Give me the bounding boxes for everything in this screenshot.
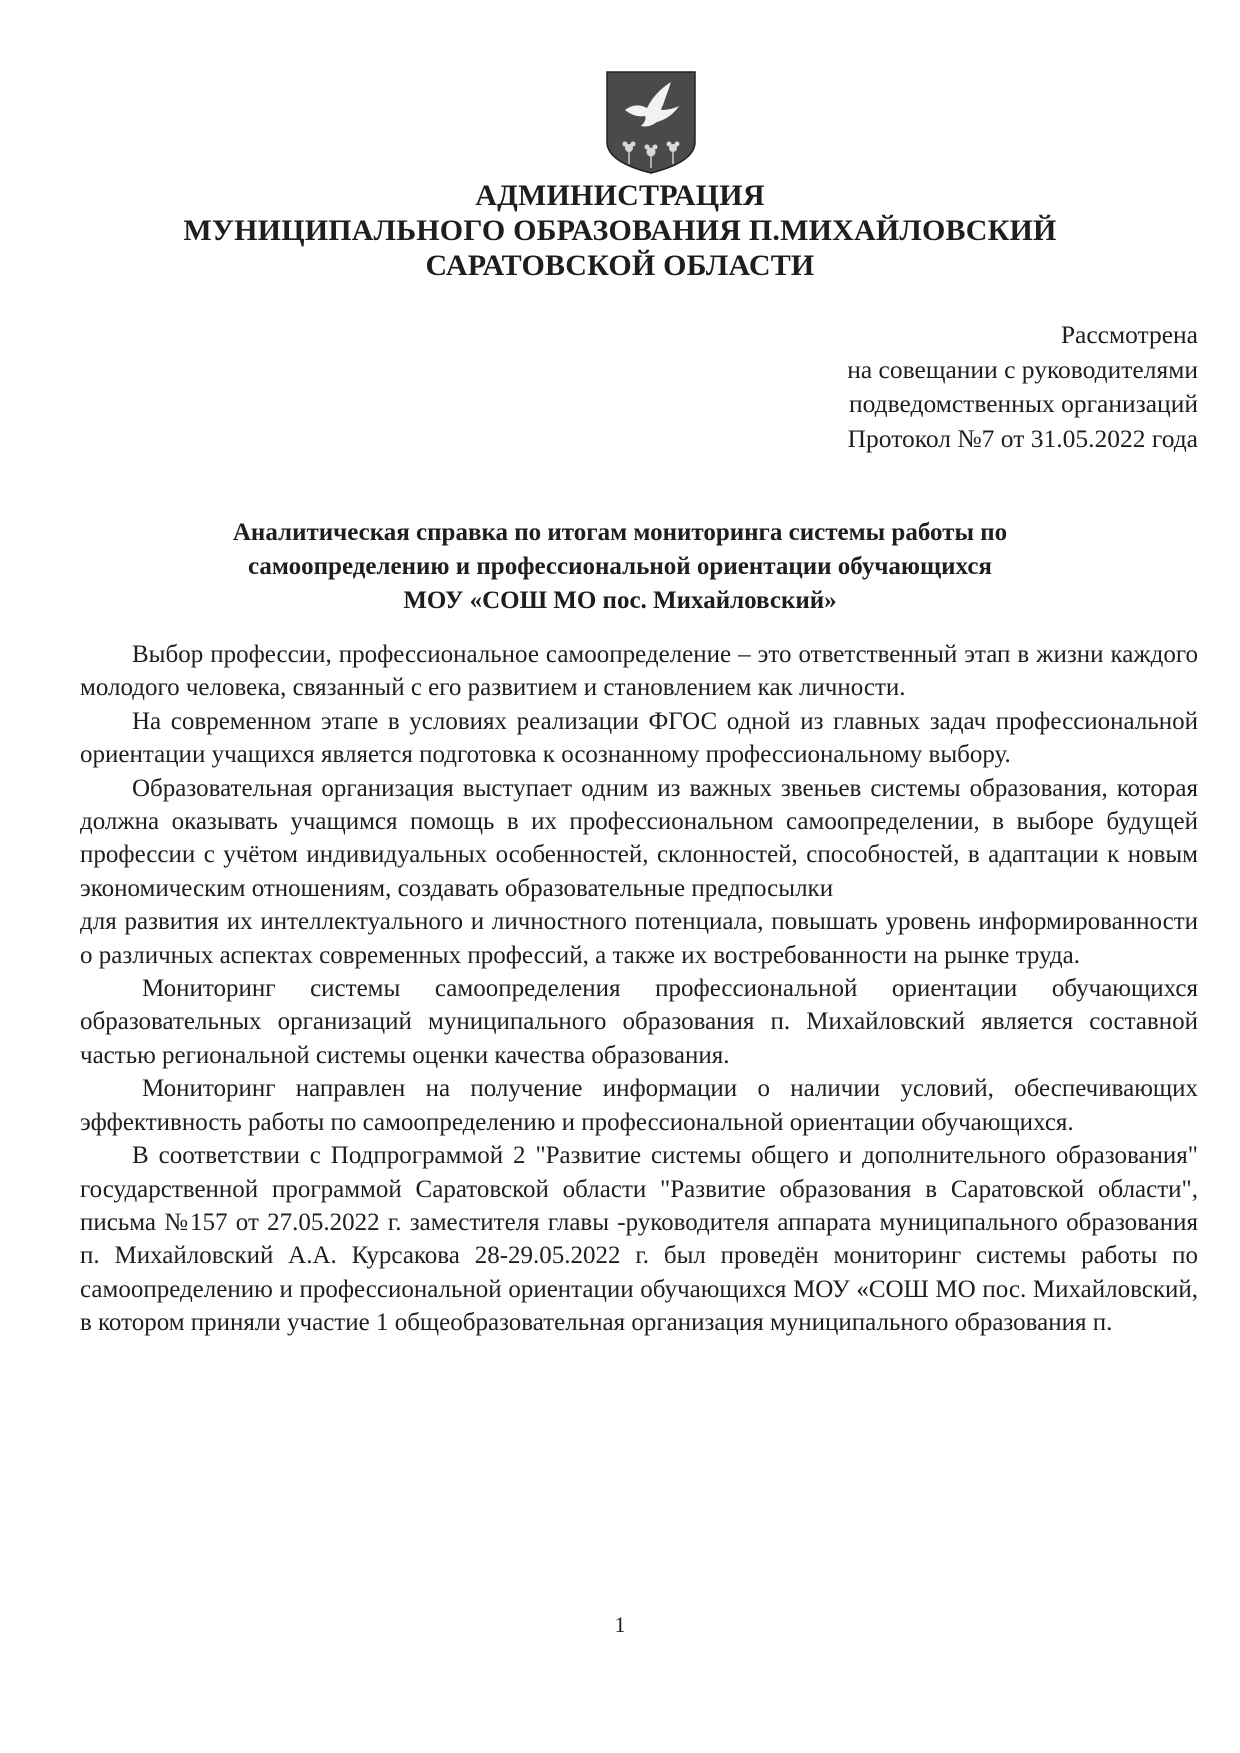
approval-line-4: Протокол №7 от 31.05.2022 года — [847, 423, 1198, 453]
paragraph: Мониторинг системы самоопределения профессиональной ориентации обучающихся образовательных организаций муниципального образования п. Михайловский является составной частью региональной системы оценки качества образования. — [80, 975, 1198, 1069]
document-body — [80, 638, 1198, 1340]
paragraph: Выбор профессии, профессиональное самоопределение – это ответственный этап в жизни каждого молодого человека, связанный с его развитием и становлением как личности. — [80, 641, 1198, 702]
paragraph: В соответствии с Подпрограммой 2 "Развитие системы общего и дополнительного образования" государственной программой Саратовской области "Развитие образования в Саратовской области", письма №157 от 27.05.2022 г. заместителя главы -руководителя аппарата муниципального образования п. Михайловский А.А. Курсакова 28-29.05.2022 г. был проведён мониторинг системы работы по самоопределению и профессиональной ориентации обучающихся МОУ «СОШ МО пос. Михайловский, в котором приняли участие 1 общеобразовательная организация муниципального образования п. — [80, 1142, 1198, 1337]
header-line-3: САРАТОВСКОЙ ОБЛАСТИ — [425, 249, 815, 282]
paragraph: Образовательная организация выступает одним из важных звеньев системы образования, которая должна оказывать учащимся помощь в их профессиональном самоопределении, в выборе будущей профессии с учётом индивидуальных особенностей, склонностей, способностей, в адаптации к новым экономическим отношениям, создавать образовательные предпосылки — [80, 774, 1198, 902]
header-line-2: МУНИЦИПАЛЬНОГО ОБРАЗОВАНИЯ П.МИХАЙЛОВСКИЙ — [183, 214, 1057, 247]
document-title — [0, 516, 1240, 618]
approval-line-1: Рассмотрена — [1060, 320, 1198, 349]
title-line-2: самоопределению и профессиональной ориентации обучающихся — [248, 553, 992, 580]
title-line-3: МОУ «СОШ МО пос. Михайловский» — [403, 587, 837, 614]
paragraph: На современном этапе в условиях реализации ФГОС одной из главных задач профессиональной ориентации учащихся является подготовка к осознанному профессиональному выбору. — [80, 707, 1198, 769]
page-number: 1 — [614, 1612, 626, 1637]
organization-header — [0, 178, 1240, 283]
paragraph: Мониторинг направлен на получение информации о наличии условий, обеспечивающих эффективность работы по самоопределению и профессиональной ориентации обучающихся. — [80, 1075, 1198, 1136]
dove-coat-of-arms-icon — [605, 70, 697, 175]
approval-line-3: подведомственных организаций — [848, 389, 1198, 418]
title-line-1: Аналитическая справка по итогам мониторинга системы работы по — [232, 519, 1008, 546]
approval-block — [698, 318, 1198, 456]
header-line-1: АДМИНИСТРАЦИЯ — [475, 179, 765, 212]
approval-line-2: на совещании с руководителями — [847, 354, 1198, 384]
paragraph: для развития их интеллектуального и личностного потенциала, повышать уровень информированности о различных аспектах современных профессий, а также их востребованности на рынке труда. — [80, 908, 1198, 969]
